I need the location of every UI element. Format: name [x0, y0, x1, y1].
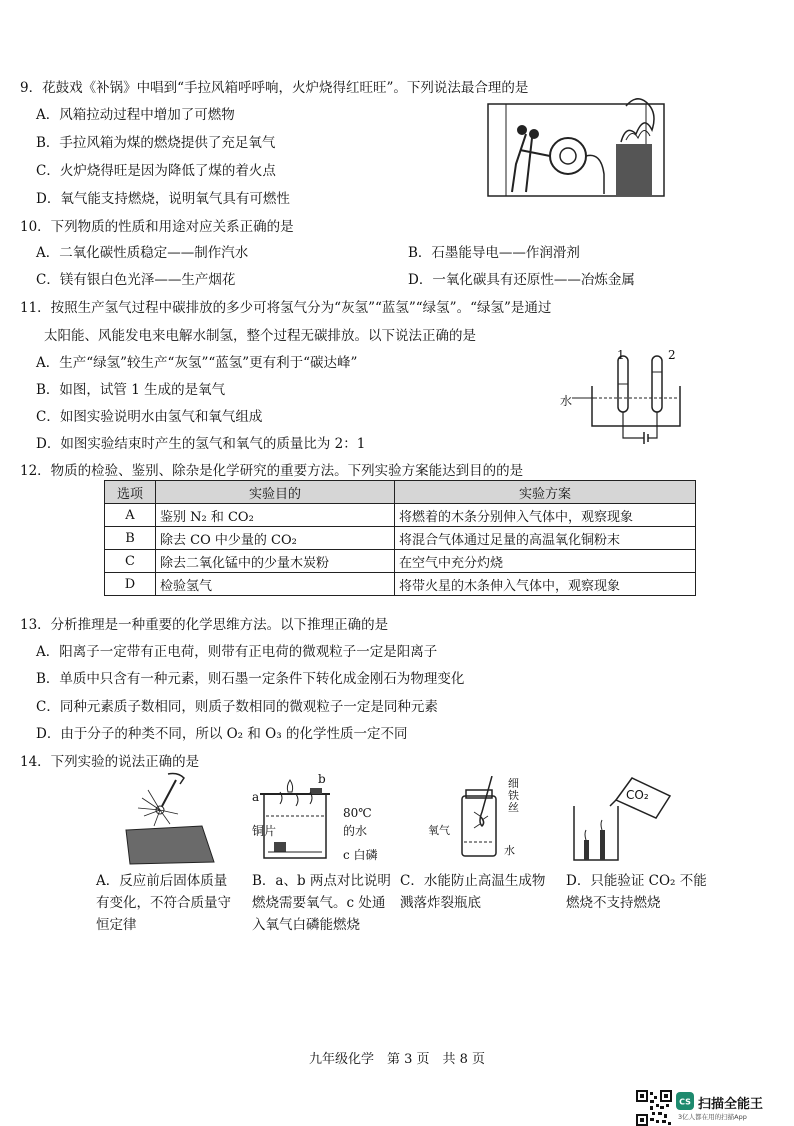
q14-c-oxygen-label: 氧气	[428, 824, 450, 837]
qr-code-icon	[636, 1090, 672, 1126]
q14-d-gas-label: CO₂	[626, 788, 649, 802]
row-plan: 在空气中充分灼烧	[395, 550, 696, 573]
q13-option-b: B．单质中只含有一种元素，则石墨一定条件下转化成金刚石为物理变化	[36, 671, 465, 687]
q9-bellows-figure	[486, 94, 666, 198]
q9-option-c: C．火炉烧得旺是因为降低了煤的着火点	[36, 163, 276, 179]
page-footer: 九年级化学 第 3 页 共 8 页	[308, 1052, 486, 1067]
q14-figure-a	[118, 770, 218, 866]
q9-option-b: B．手拉风箱为煤的燃烧提供了充足氧气	[36, 135, 276, 151]
q13-option-d: D．由于分子的种类不同，所以 O₂ 和 O₃ 的化学性质一定不同	[36, 726, 408, 742]
q9-option-d: D．氧气能支持燃烧，说明氧气具有可燃性	[36, 191, 290, 207]
row-purpose: 除去 CO 中少量的 CO₂	[156, 527, 395, 550]
q11-stem-line2: 太阳能、风能发电来电解水制氢，整个过程无碳排放。以下说法正确的是	[44, 328, 476, 344]
q12-experiment-table	[104, 480, 696, 596]
row-plan: 将燃着的木条分别伸入气体中，观察现象	[395, 504, 696, 527]
camscanner-brand-name: 扫描全能王	[698, 1097, 764, 1112]
q14-caption-c: C．水能防止高温生成物溅落炸裂瓶底	[400, 873, 546, 911]
row-purpose: 鉴别 N₂ 和 CO₂	[156, 504, 395, 527]
row-option: A	[105, 504, 156, 527]
q10-option-a: A．二氧化碳性质稳定——制作汽水	[36, 245, 249, 261]
table-header-row	[105, 481, 696, 504]
camscanner-tagline: 3亿人都在用的扫描App	[678, 1113, 747, 1121]
row-option: D	[105, 573, 156, 596]
row-option: B	[105, 527, 156, 550]
q11-tube2-label: 2	[668, 348, 676, 362]
row-option: C	[105, 550, 156, 573]
q14-caption-b: B．a、b 两点对比说明燃烧需要氧气。c 处通入氧气白磷能燃烧	[252, 873, 391, 933]
q11-stem-line1: 11．按照生产氢气过程中碳排放的多少可将氢气分为“灰氢”“蓝氢”“绿氢”。“绿氢”是通过	[20, 300, 552, 316]
q14-b-phosphorus-label: c 白磷	[343, 848, 378, 862]
q14-figure-b	[250, 772, 340, 866]
table-row	[105, 504, 696, 527]
header-plan: 实验方案	[395, 481, 696, 504]
q11-water-label: 水	[560, 394, 573, 408]
q14-b-label-b: b	[318, 772, 326, 786]
q14-caption-d: D．只能验证 CO₂ 不能燃烧不支持燃烧	[566, 873, 707, 911]
q11-option-d: D．如图实验结束时产生的氢气和氧气的质量比为 2：1	[36, 436, 366, 452]
row-plan: 将混合气体通过足量的高温氧化铜粉末	[395, 527, 696, 550]
q13-option-c: C．同种元素质子数相同，则质子数相同的微观粒子一定是同种元素	[36, 699, 438, 715]
q10-option-d: D．一氧化碳具有还原性——冶炼金属	[408, 272, 635, 288]
q9-option-a: A．风箱拉动过程中增加了可燃物	[36, 107, 235, 123]
q14-b-water-temp: 80℃	[343, 806, 372, 820]
q14-stem: 14．下列实验的说法正确的是	[20, 754, 200, 770]
table-row	[105, 573, 696, 596]
q14-b-copper-label: 铜片	[252, 824, 277, 838]
q14-c-water-label: 水	[504, 844, 515, 857]
q14-figure-d	[566, 774, 676, 864]
q10-option-c: C．镁有银白色光泽——生产烟花	[36, 272, 236, 288]
table-row	[105, 550, 696, 573]
q10-option-b: B．石墨能导电——作润滑剂	[408, 245, 580, 261]
q14-figure-c	[452, 776, 512, 860]
q14-c-wire-label: 细铁丝	[508, 777, 519, 814]
camscanner-logo-icon	[676, 1092, 694, 1110]
header-option: 选项	[105, 481, 156, 504]
q11-option-b: B．如图，试管 1 生成的是氧气	[36, 382, 226, 398]
table-row	[105, 527, 696, 550]
q13-stem: 13．分析推理是一种重要的化学思维方法。以下推理正确的是	[20, 617, 389, 633]
row-plan: 将带火星的木条伸入气体中，观察现象	[395, 573, 696, 596]
q13-option-a: A．阳离子一定带有正电荷，则带有正电荷的微观粒子一定是阳离子	[36, 644, 438, 660]
q14-b-label-a: a	[252, 790, 260, 804]
svg-text:CS: CS	[679, 1097, 691, 1107]
q14-caption-a: A．反应前后固体质量有变化，不符合质量守恒定律	[96, 873, 231, 933]
row-purpose: 检验氢气	[156, 573, 395, 596]
q14-b-water-label: 的水	[343, 824, 368, 838]
q12-stem: 12．物质的检验、鉴别、除杂是化学研究的重要方法。下列实验方案能达到目的的是	[20, 463, 524, 479]
q9-stem: 9．花鼓戏《补锅》中唱到“手拉风箱呼呼响，火炉烧得红旺旺”。下列说法最合理的是	[20, 80, 529, 96]
q11-option-c: C．如图实验说明水由氢气和氧气组成	[36, 409, 263, 425]
row-purpose: 除去二氧化锰中的少量木炭粉	[156, 550, 395, 573]
q11-option-a: A．生产“绿氢”较生产“灰氢”“蓝氢”更有利于“碳达峰”	[36, 355, 358, 371]
q11-tube1-label: 1	[617, 348, 625, 362]
header-purpose: 实验目的	[156, 481, 395, 504]
q10-stem: 10．下列物质的性质和用途对应关系正确的是	[20, 219, 294, 235]
